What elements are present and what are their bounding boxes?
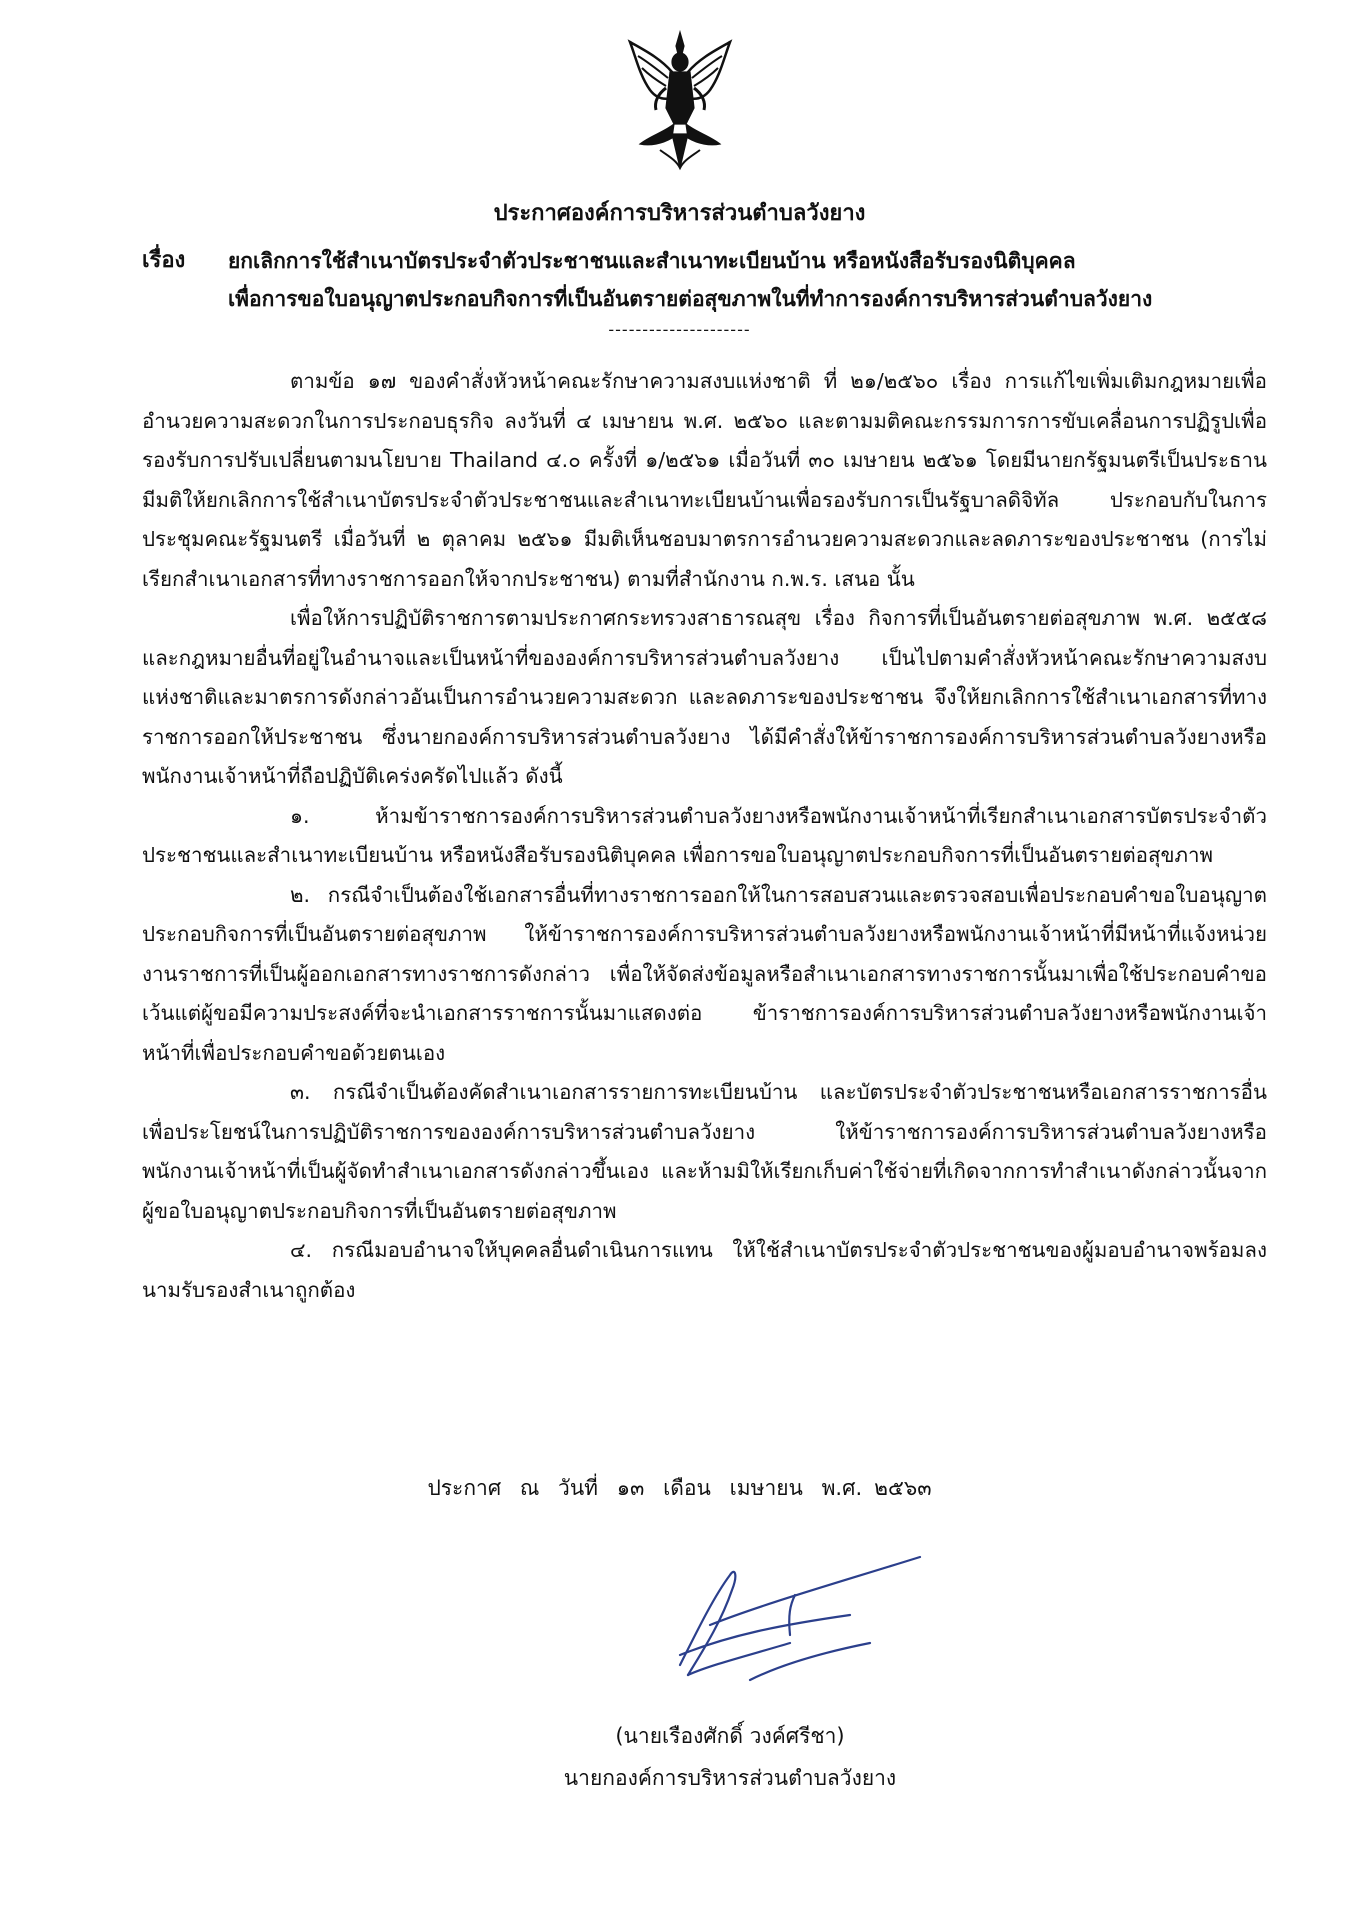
garuda-emblem-icon [620,28,740,178]
document-body [142,362,1267,1310]
announce-day: ๑๓ [616,1476,645,1500]
paragraph-item-4: ๔. กรณีมอบอำนาจให้บุคคลอื่นดำเนินการแทน ให้ใช้สำเนาบัตรประจำตัวประชาชนของผู้มอบอำนาจพร้อมลงนามรับรองสำเนาถูกต้อง [142,1238,1267,1302]
paragraph-item-2: ๒. กรณีจำเป็นต้องใช้เอกสารอื่นที่ทางราชการออกให้ในการสอบสวนและตรวจสอบเพื่อประกอบคำขอใบอนุญาตประกอบกิจการที่เป็นอันตรายต่อสุขภาพ ให้ข้าราชการองค์การบริหารส่วนตำบลวังยางหรือพนักงานเจ้าหน้าที่มีหน้าที่แจ้งหน่วยงานราชการที่เป็นผู้ออกเอกสารทางราชการดังกล่าว เพื่อให้จัดส่งข้อมูลหรือสำเนาเอกสารทางราชการนั้นมาเพื่อใช้ประกอบคำขอเว้นแต่ผู้ขอมีความประสงค์ที่จะนำเอกสารราชการนั้นมาแสดงต่อ ข้าราชการองค์การบริหารส่วนตำบลวังยางหรือพนักงานเจ้าหน้าที่เพื่อประกอบคำขอด้วยตนเอง [142,882,1267,1065]
announce-year: ๒๕๖๓ [874,1476,932,1500]
announce-month-label: เดือน [663,1476,711,1500]
subject-line-2: เพื่อการขอใบอนุญาตประกอบกิจการที่เป็นอันตรายต่อสุขภาพในที่ทำการองค์การบริหารส่วนตำบลวังยาง [228,287,1153,311]
separator-rule: --------------------- [608,320,751,339]
document-title: ประกาศองค์การบริหารส่วนตำบลวังยาง [493,201,866,226]
announce-at: ณ [519,1476,540,1500]
handwritten-signature [640,1515,940,1715]
paragraph-intro: ตามข้อ ๑๗ ของคำสั่งหัวหน้าคณะรักษาความสงบแห่งชาติ ที่ ๒๑/๒๕๖๐ เรื่อง การแก้ไขเพิ่มเติมกฎหมายเพื่ออำนวยความสะดวกในการประกอบธุรกิจ ลงวันที่ ๔ เมษายน พ.ศ. ๒๕๖๐ และตามมติคณะกรรมการการขับเคลื่อนการปฏิรูปเพื่อรองรับการปรับเปลี่ยนตามนโยบาย Thailand ๔.๐ ครั้งที่ ๑/๒๕๖๑ เมื่อวันที่ ๓๐ เมษายน ๒๕๖๑ โดยมีนายกรัฐมนตรีเป็นประธาน มีมติให้ยกเลิกการใช้สำเนาบัตรประจำตัวประชาชนและสำเนาทะเบียนบ้านเพื่อรองรับการเป็นรัฐบาลดิจิทัล ประกอบกับในการประชุมคณะรัฐมนตรี เมื่อวันที่ ๒ ตุลาคม ๒๕๖๑ มีมติเห็นชอบมาตรการอำนวยความสะดวกและลดภาระของประชาชน (การไม่เรียกสำเนาเอกสารที่ทางราชการออกให้จากประชาชน) ตามที่สำนักงาน ก.พ.ร. เสนอ นั้น [142,369,1267,591]
signer-name: (นายเรืองศักดิ์ วงค์ศรีชา) [615,1724,845,1748]
subject-label: เรื่อง [142,248,186,273]
subject-line-1: ยกเลิกการใช้สำเนาบัตรประจำตัวประชาชนและสำเนาทะเบียนบ้าน หรือหนังสือรับรองนิติบุคคล [228,249,1076,273]
signer-position: นายกองค์การบริหารส่วนตำบลวังยาง [563,1766,897,1790]
announce-month: เมษายน [729,1476,803,1500]
paragraph-item-1: ๑. ห้ามข้าราชการองค์การบริหารส่วนตำบลวังยางหรือพนักงานเจ้าหน้าที่เรียกสำเนาเอกสารบัตรประจำตัวประชาชนและสำเนาทะเบียนบ้าน หรือหนังสือรับรองนิติบุคคล เพื่อการขอใบอนุญาตประกอบกิจการที่เป็นอันตรายต่อสุขภาพ [142,803,1267,867]
announce-year-label: พ.ศ. [821,1476,863,1500]
announce-day-label: วันที่ [558,1476,599,1500]
paragraph-purpose: เพื่อให้การปฏิบัติราชการตามประกาศกระทรวงสาธารณสุข เรื่อง กิจการที่เป็นอันตรายต่อสุขภาพ พ.ศ. ๒๕๕๘ และกฎหมายอื่นที่อยู่ในอำนาจและเป็นหน้าที่ขององค์การบริหารส่วนตำบลวังยาง เป็นไปตามคำสั่งหัวหน้าคณะรักษาความสงบแห่งชาติและมาตรการดังกล่าวอันเป็นการอำนวยความสะดวก และลดภาระของประชาชน จึงให้ยกเลิกการใช้สำเนาเอกสารที่ทางราชการออกให้ประชาชน ซึ่งนายกองค์การบริหารส่วนตำบลวังยาง ได้มีคำสั่งให้ข้าราชการองค์การบริหารส่วนตำบลวังยางหรือพนักงานเจ้าหน้าที่ถือปฏิบัติเคร่งครัดไปแล้ว ดังนี้ [142,606,1267,788]
paragraph-item-3: ๓. กรณีจำเป็นต้องคัดสำเนาเอกสารรายการทะเบียนบ้าน และบัตรประจำตัวประชาชนหรือเอกสารราชการอื่นเพื่อประโยชน์ในการปฏิบัติราชการขององค์การบริหารส่วนตำบลวังยาง ให้ข้าราชการองค์การบริหารส่วนตำบลวังยางหรือพนักงานเจ้าหน้าที่เป็นผู้จัดทำสำเนาเอกสารดังกล่าวขึ้นเอง และห้ามมิให้เรียกเก็บค่าใช้จ่ายที่เกิดจากการทำสำเนาดังกล่าวนั้นจากผู้ขอใบอนุญาตประกอบกิจการที่เป็นอันตรายต่อสุขภาพ [142,1080,1267,1223]
announcement-date-line [0,1472,1359,1504]
announce-prefix: ประกาศ [427,1476,502,1500]
